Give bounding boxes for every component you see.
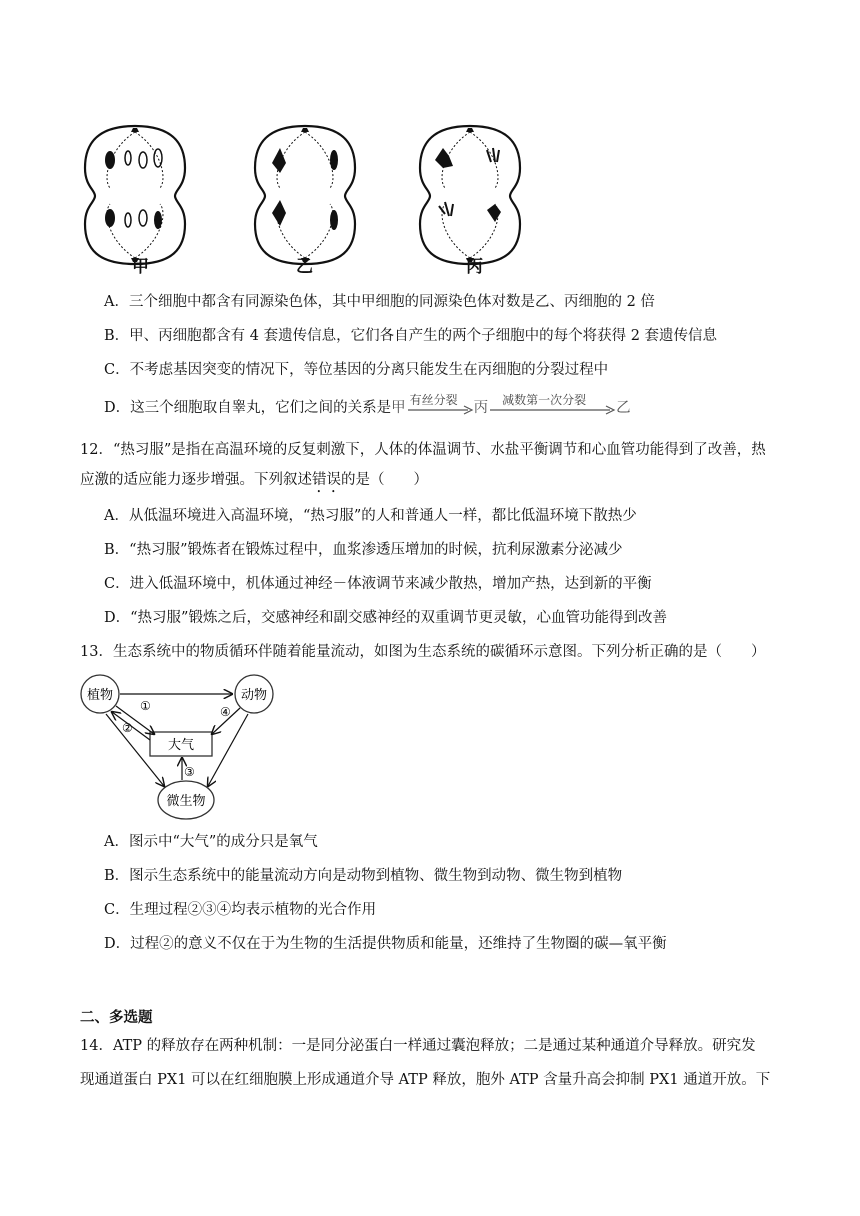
q11-d-mid: 丙 (473, 400, 489, 416)
atmosphere-label: 大气 (167, 738, 195, 753)
animal-label: 动物 (240, 688, 268, 703)
q12-stem-emph: 错误 (312, 472, 341, 488)
q13-option-a: A．图示中“大气”的成分只是氧气 (104, 834, 318, 850)
q11-option-d (104, 393, 631, 418)
q11-d-arrow1-label: 有丝分裂 (409, 393, 458, 407)
q11-d-last: 乙 (616, 400, 631, 416)
q12-option-c: C．进入低温环境中，机体通过神经－体液调节来减少散热，增加产热，达到新的平衡 (104, 576, 652, 592)
q11-d-first: 甲 (391, 400, 406, 416)
arrow-right-icon (406, 398, 474, 418)
q11-d-arrow2 (488, 393, 616, 418)
q11-option-d-text: D．这三个细胞取自睾丸，它们之间的关系是 (104, 400, 392, 416)
q13-option-b: B．图示生态系统中的能量流动方向是动物到植物、微生物到动物、微生物到植物 (104, 868, 623, 884)
cell-label-bing: 丙 (466, 257, 483, 277)
cell-jia (85, 126, 185, 264)
process-2-label: ② (122, 721, 133, 735)
cell-label-yi: 乙 (296, 257, 313, 277)
plant-label: 植物 (86, 688, 114, 703)
q11-option-a: A．三个细胞中都含有同源染色体，其中甲细胞的同源染色体对数是乙、丙细胞的 2 倍 (104, 294, 655, 310)
q12-stem-pre: 应激的适应能力逐步增强。下列叙述 (80, 472, 312, 488)
process-3-label: ③ (184, 765, 195, 779)
q12-stem-line2 (80, 470, 428, 496)
arrow-right-icon (488, 398, 616, 418)
cell-label-jia: 甲 (132, 257, 149, 277)
q12-stem-post: 的是（ ） (341, 472, 428, 488)
q12-option-d: D．“热习服”锻炼之后，交感神经和副交感神经的双重调节更灵敏，心血管功能得到改善 (104, 610, 667, 626)
cell-bing (420, 126, 520, 264)
q12-stem-line1: 12．“热习服”是指在高温环境的反复刺激下，人体的体温调节、水盐平衡调节和心血管功能得到了改善，热 (80, 442, 766, 458)
q11-option-c: C．不考虑基因突变的情况下，等位基因的分离只能发生在丙细胞的分裂过程中 (104, 362, 609, 378)
q13-option-d: D．过程②的意义不仅在于为生物的生活提供物质和能量，还维持了生物圈的碳—氧平衡 (104, 936, 667, 952)
q12-option-b: B．“热习服”锻炼者在锻炼过程中，血浆渗透压增加的时候，抗利尿激素分泌减少 (104, 542, 623, 558)
section-title: 二、多选题 (80, 1009, 153, 1026)
q11-d-arrow2-label: 减数第一次分裂 (502, 393, 587, 407)
carbon-cycle-svg (80, 674, 280, 822)
carbon-cycle-diagram (80, 674, 280, 822)
cell-yi (255, 126, 355, 264)
q11-d-arrow1 (406, 393, 474, 418)
q12-option-a: A．从低温环境进入高温环境，“热习服”的人和普通人一样，都比低温环境下散热少 (104, 508, 637, 524)
process-4-label: ④ (220, 705, 231, 719)
q11-option-b: B．甲、丙细胞都含有 4 套遗传信息，它们各自产生的两个子细胞中的每个将获得 2 套遗传信息 (104, 328, 718, 344)
q13-option-c: C．生理过程②③④均表示植物的光合作用 (104, 902, 377, 918)
microbe-label: 微生物 (166, 794, 206, 809)
q14-line2: 现通道蛋白 PX1 可以在红细胞膜上形成通道介导 ATP 释放，胞外 ATP 含量升高会抑制 PX1 通道开放。下 (80, 1072, 771, 1088)
process-1-label: ① (140, 699, 151, 713)
q13-stem: 13．生态系统中的物质循环伴随着能量流动，如图为生态系统的碳循环示意图。下列分析正确的是（ ） (80, 644, 766, 660)
q14-line1: 14．ATP 的释放存在两种机制：一是同分泌蛋白一样通过囊泡释放；二是通过某种通道介导释放。研究发 (80, 1038, 756, 1054)
